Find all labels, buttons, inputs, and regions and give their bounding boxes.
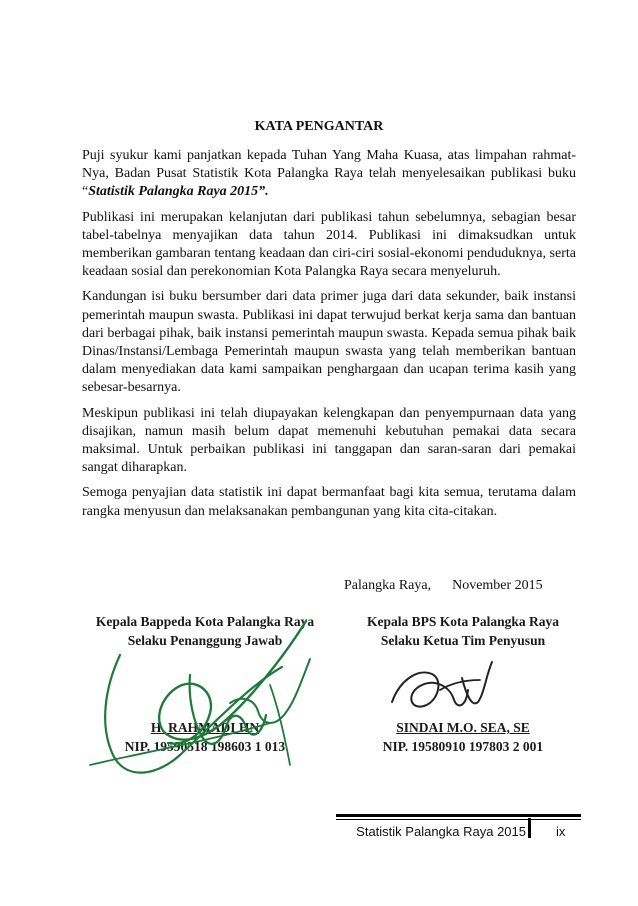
signatory-nip-right: NIP. 19580910 197803 2 001: [382, 739, 544, 754]
footer-publication-title: Statistik Palangka Raya 2015: [356, 824, 526, 839]
signature-block-right: [345, 612, 581, 756]
signatory-role-left: Selaku Penanggung Jawab: [127, 633, 283, 648]
signatory-name-left: H. RAHMADI HN: [150, 720, 260, 735]
place-date: [344, 578, 543, 594]
paragraph-2: Publikasi ini merupakan kelanjutan dari publikasi tahun sebelumnya, sebagian besar tabel-tabelnya menyajikan data tahun 2014. Publikasi ini dimaksudkan untuk memberikan gambaran tentang keadaan dan ciri-ciri sosial-ekonomi penduduknya, serta keadaan sosial dan perekonomian Kota Palangka Raya secara menyeluruh.: [82, 209, 576, 280]
paragraph-4: Meskipun publikasi ini telah diupayakan kelengkapan dan penyempurnaan data yang disajikan, namun masih belum dapat memenuhi kebutuhan pemakai data secara maksimal. Untuk perbaikan publikasi ini tanggapan dan saran-saran dari pemakai sangat diharapkan.: [82, 405, 576, 476]
paragraph-5: Semoga penyajian data statistik ini dapat bermanfaat bagi kita semua, terutama dalam rangka menyusun dan melaksanakan pembangunan yang kita cita-citakan.: [82, 485, 576, 519]
place-text: Palangka Raya,: [344, 578, 432, 593]
signatory-position-right: Kepala BPS Kota Palangka Raya: [366, 614, 560, 629]
paragraph-1-text: Puji syukur kami panjatkan kepada Tuhan Yang Maha Kuasa, atas limpahan rahmat-Nya, Badan Pusat Statistik Kota Palangka Raya telah menyelesaikan publikasi buku “: [82, 148, 576, 200]
preface-body: [82, 147, 576, 528]
signature-block-left: [74, 612, 336, 756]
page-number: ix: [556, 824, 566, 839]
signatory-role-right: Selaku Ketua Tim Penyusun: [380, 633, 546, 648]
paragraph-3: Kandungan isi buku bersumber dari data primer juga dari data sekunder, baik instansi pemerintah maupun swasta. Publikasi ini dapat terwujud berkat kerja sama dan bantuan dari berbagai pihak, baik instansi pemerintah maupun swasta. Kepada semua pihak baik Dinas/Instansi/Lembaga Pemerintah maupun swasta yang telah memberikan bantuan dalam menyediakan data kami sampaikan penghargaan dan ucapan terima kasih yang sebesar-besarnya.: [82, 289, 576, 396]
page-title: KATA PENGANTAR: [254, 119, 384, 134]
footer-rule-thin: [336, 819, 581, 820]
footer-rule-thick: [336, 814, 581, 817]
publication-title-emphasis: Statistik Palangka Raya 2015”.: [88, 184, 269, 200]
paragraph-1: [82, 147, 576, 202]
footer-separator: [528, 818, 531, 838]
signatory-nip-left: NIP. 19590518 198603 1 013: [124, 739, 286, 754]
signatory-position-left: Kepala Bappeda Kota Palangka Raya: [95, 614, 315, 629]
date-text: November 2015: [452, 578, 543, 593]
signatory-name-right: SINDAI M.O. SEA, SE: [396, 720, 530, 735]
